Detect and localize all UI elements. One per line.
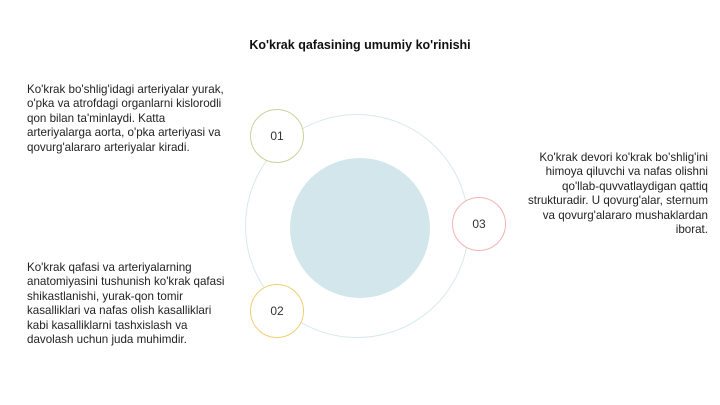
center-disc bbox=[290, 158, 430, 298]
item-3-text: Ko'krak devori ko'krak bo'shlig'ini himoya qiluvchi va nafas olishni qo'llab-quvvatlaydigan qattiq strukturadir. U qovurg'alar, sternum va qovurg'alararo mushaklardan iborat. bbox=[527, 151, 708, 237]
marker-03-label: 03 bbox=[472, 217, 486, 231]
marker-02 bbox=[250, 284, 304, 338]
page-title: Ko'krak qafasining umumiy ko'rinishi bbox=[249, 38, 471, 52]
marker-03 bbox=[452, 197, 506, 251]
marker-01 bbox=[250, 109, 304, 163]
marker-01-label: 01 bbox=[270, 129, 284, 143]
item-2-text: Ko'krak qafasi va arteriyalarning anatomiyasini tushunish ko'krak qafasi shikastlanishi, yurak-qon tomir kasalliklari va nafas olish kasalliklari kabi kasalliklarni tashxislash va davolash uchun juda muhimdir. bbox=[27, 261, 225, 347]
item-1-text: Ko'krak bo'shlig'idagi arteriyalar yurak, o'pka va atrofdagi organlarni kislorodli qon bilan ta'minlaydi. Katta arteriyalarga aorta, o'pka arteriyasi va qovurg'alararo arteriyalar kiradi. bbox=[27, 83, 224, 154]
marker-02-label: 02 bbox=[270, 304, 284, 318]
